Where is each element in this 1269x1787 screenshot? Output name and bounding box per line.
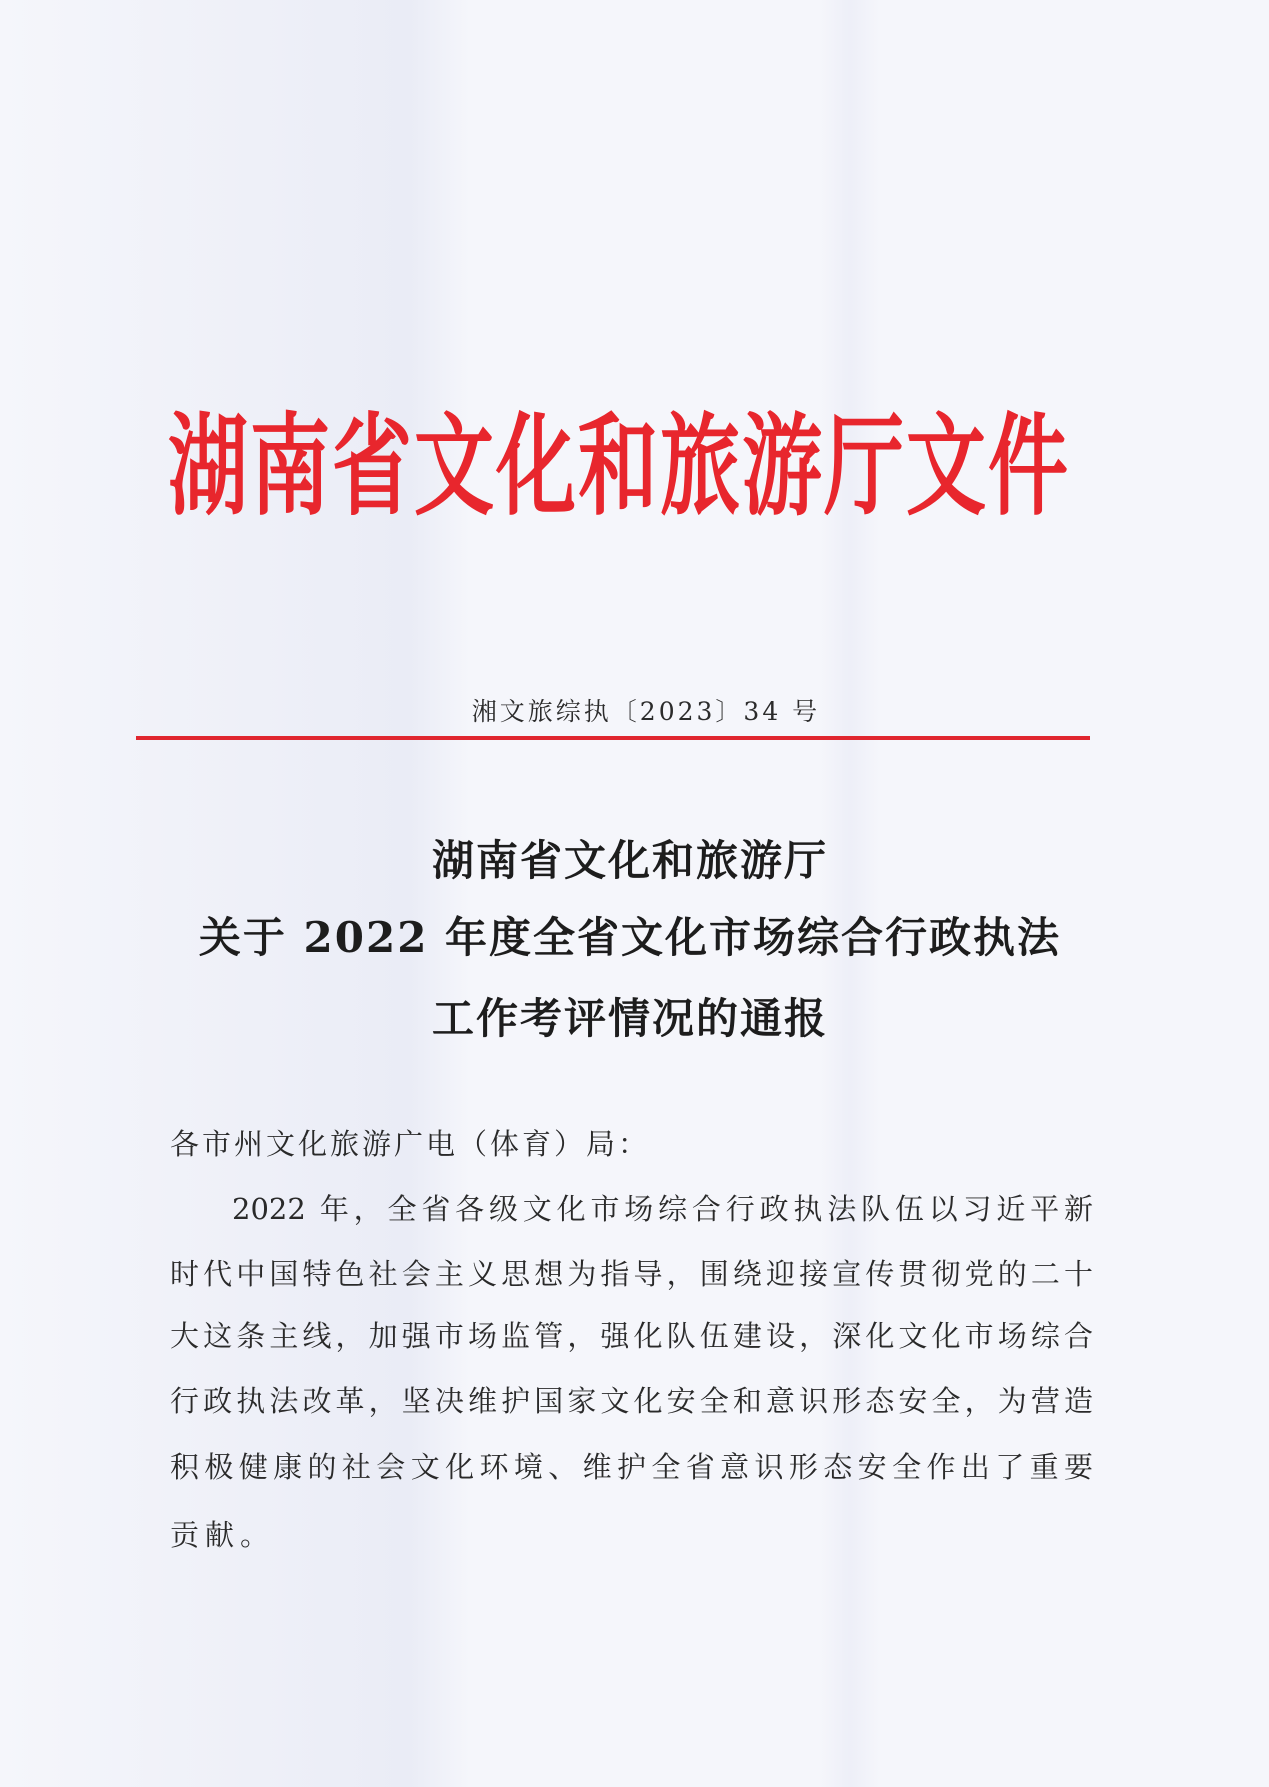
- body-line-6: 贡献。: [170, 1518, 276, 1552]
- red-divider-line: [136, 736, 1090, 740]
- body-line-4: 行政执法改革，坚决维护国家文化安全和意识形态安全，为营造: [170, 1384, 1093, 1418]
- body-line-2: 时代中国特色社会主义思想为指导，围绕迎接宣传贯彻党的二十: [170, 1257, 1093, 1291]
- document-number: 湘文旅综执〔2023〕34 号: [471, 697, 821, 726]
- salutation: 各市州文化旅游广电（体育）局：: [170, 1127, 651, 1161]
- notice-title-line-2: 关于 2022 年度全省文化市场综合行政执法: [198, 913, 1062, 962]
- red-header-title: 湖南省文化和旅游厅文件: [168, 401, 1068, 531]
- notice-title-line-1: 湖南省文化和旅游厅: [431, 836, 828, 885]
- body-line-1: 2022 年，全省各级文化市场综合行政执法队伍以习近平新: [232, 1192, 1093, 1226]
- body-line-5: 积极健康的社会文化环境、维护全省意识形态安全作出了重要: [170, 1450, 1093, 1484]
- body-line-3: 大这条主线，加强市场监管，强化队伍建设，深化文化市场综合: [170, 1319, 1093, 1353]
- notice-title-line-3: 工作考评情况的通报: [431, 994, 828, 1043]
